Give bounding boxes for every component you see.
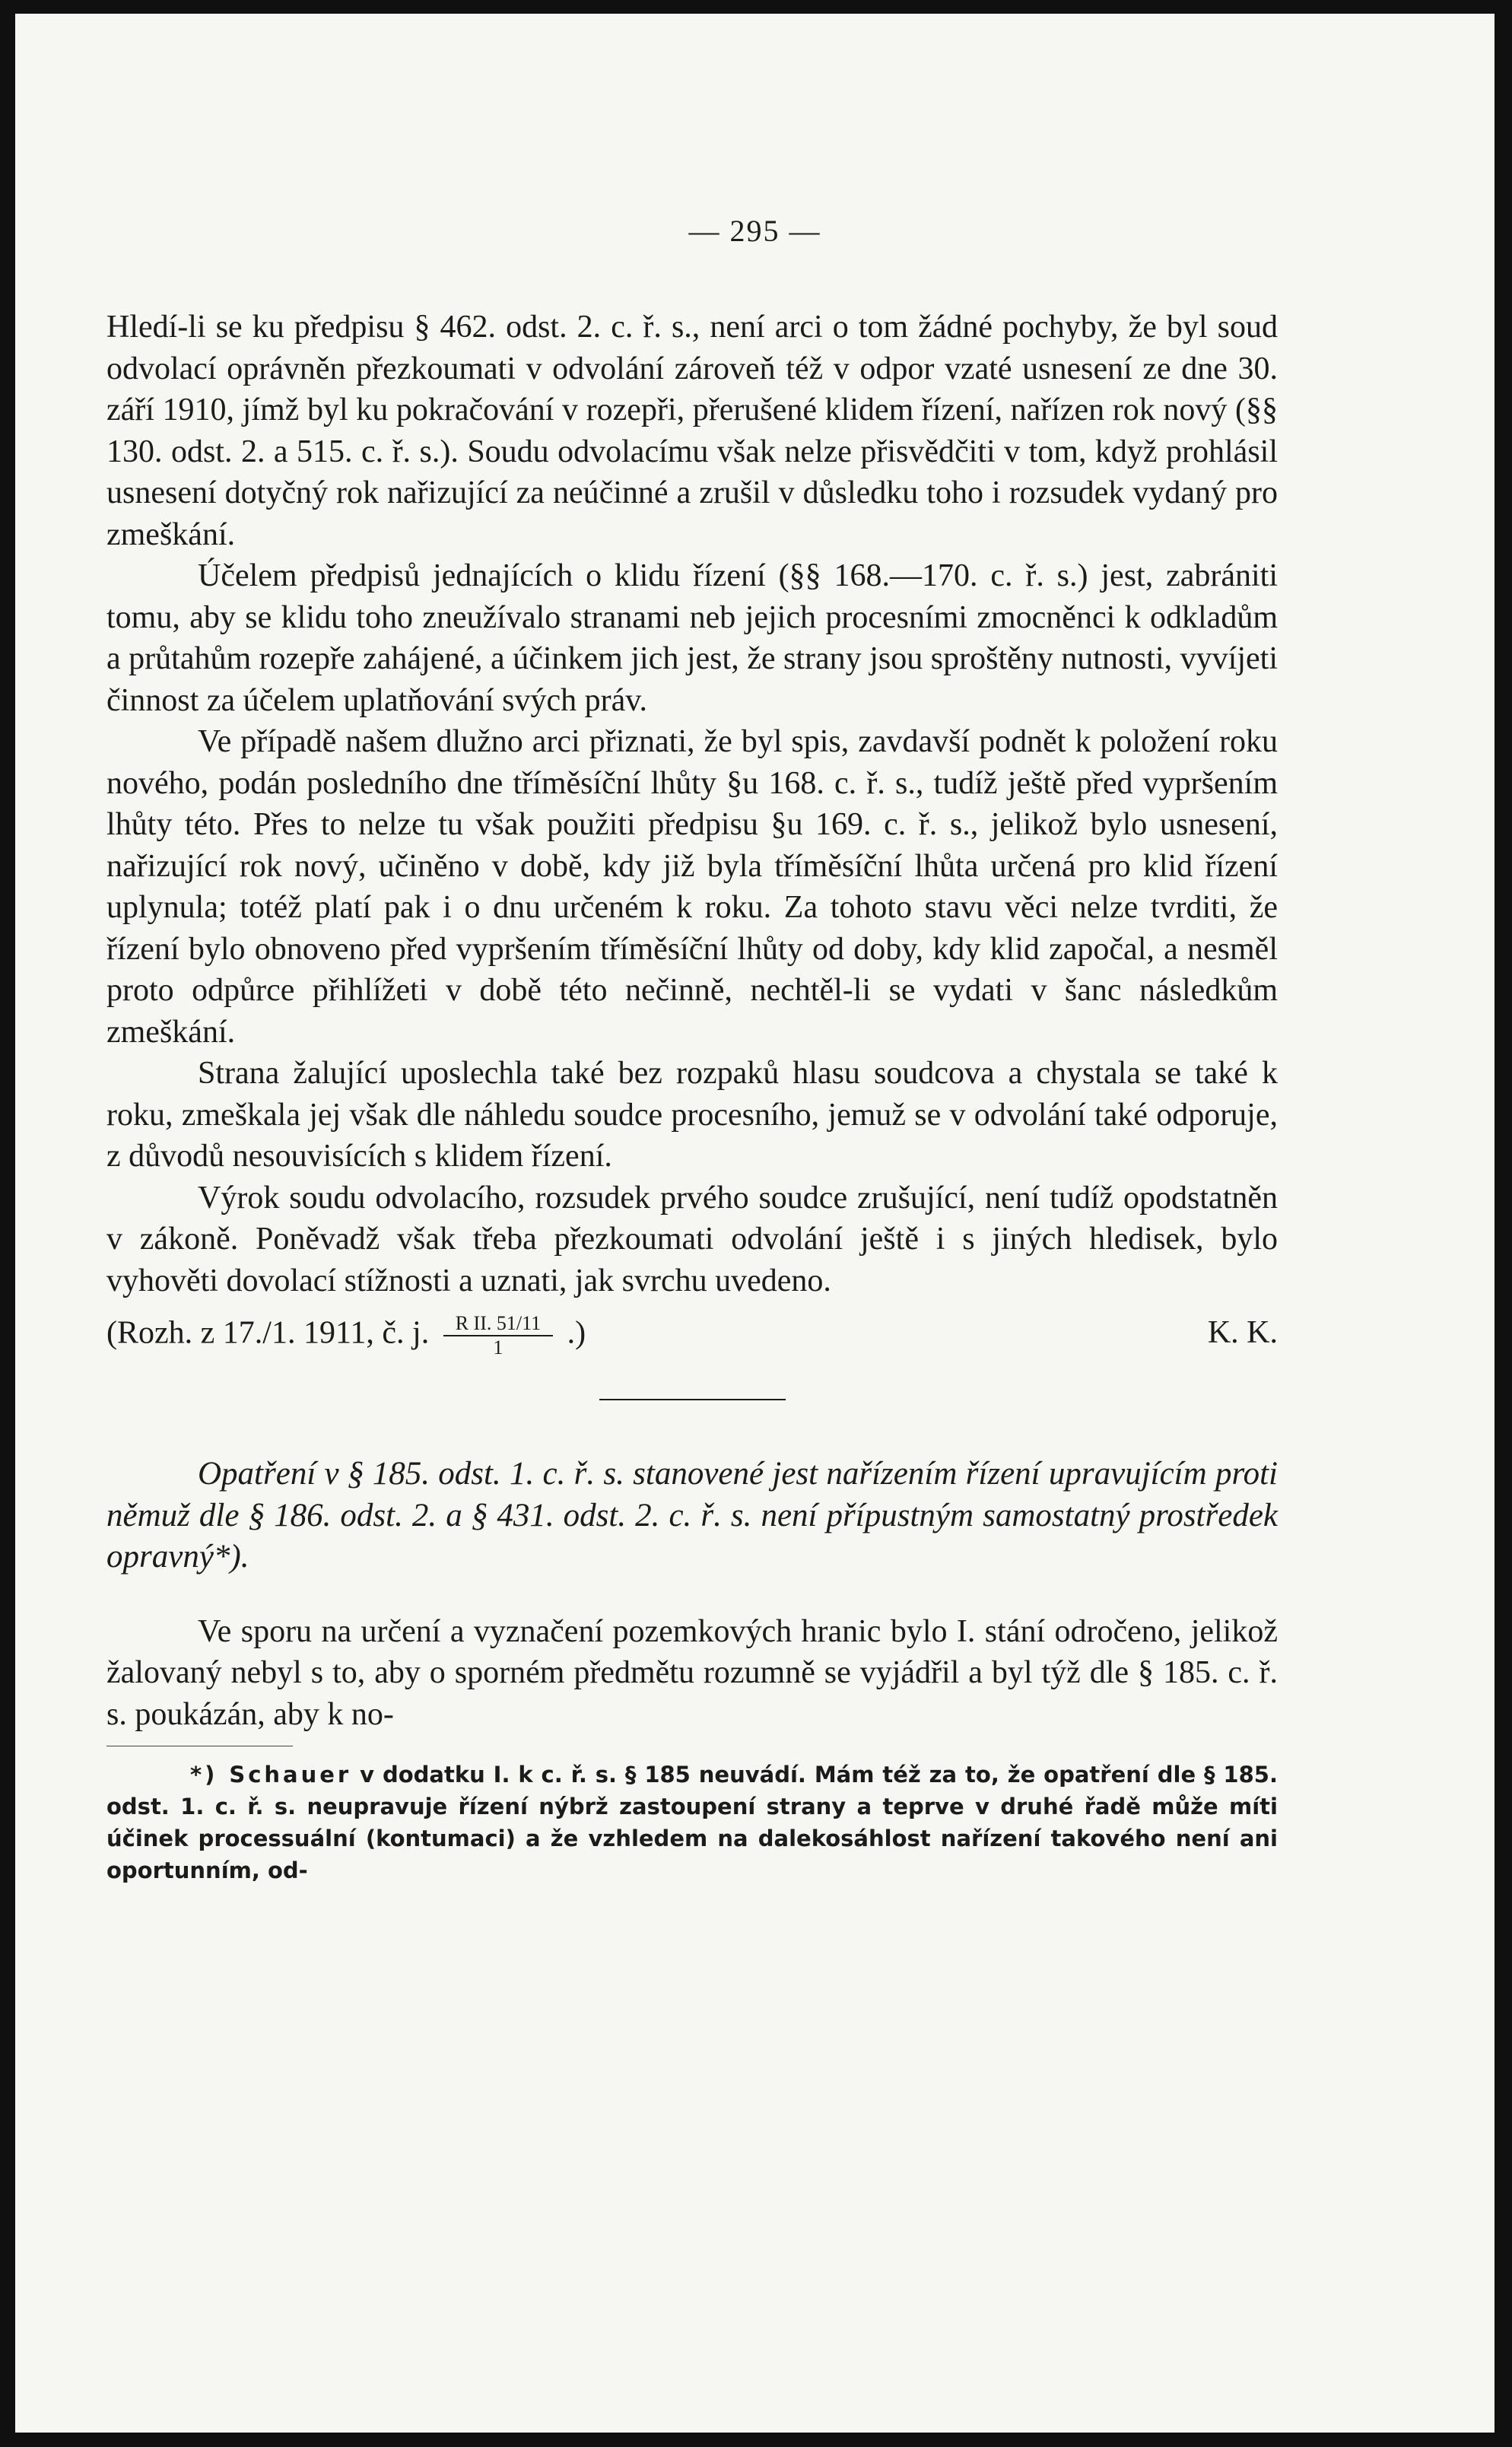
- decision-citation: [106, 1305, 1278, 1373]
- section-heading: Opatření v § 185. odst. 1. c. ř. s. stanovené jest nařízením řízení upravujícím proti němuž dle § 186. odst. 2. a § 431. odst. 2. c. ř. s. není přípustným samostatný prostředek opravný*).: [106, 1456, 1278, 1575]
- paragraph-3: Ve případě našem dlužno arci přiznati, že byl spis, zavdavší podnět k položení roku nového, podán posledního dne tříměsíční lhůty §u 168. c. ř. s., tudíž ještě před vypršením lhůty této. Přes to nelze tu však použiti předpisu §u 169. c. ř. s., jelikož bylo usnesení, nařizující rok nový, učiněno v době, kdy již byla tříměsíční lhůta určená pro klid řízení uplynula; totéž platí pak i o dnu určeném k roku. Za tohoto stavu věci nelze tvrditi, že řízení bylo obnoveno před vypršením tříměsíční lhůty od doby, kdy klid započal, a nesměl proto odpůrce přihlížeti v době této nečinně, nechtěl-li se vydati v šanc následkům zmeškání.: [106, 724, 1278, 1050]
- section-divider: [599, 1399, 786, 1400]
- citation-reference: [106, 1312, 586, 1359]
- fraction-numerator: R II. 51/11: [443, 1312, 553, 1336]
- paragraph-1: Hledí-li se ku předpisu § 462. odst. 2. c. ř. s., není arci o tom žádné pochyby, že byl soud odvolací oprávněn přezkoumati v odvolání zároveň též v odpor vzaté usnesení ze dne 30. září 1910, jímž byl ku pokračování v rozepři, přerušené klidem řízení, nařízen rok nový (§§ 130. odst. 2. a 515. c. ř. s.). Soudu odvolacímu však nelze přisvědčiti v tom, když prohlásil usnesení dotyčný rok nařizující za neúčinné a zrušil v důsledku toho i rozsudek vydaný pro zmeškání.: [106, 310, 1278, 552]
- citation-suffix: .): [567, 1315, 586, 1351]
- author-initials: K. K.: [1207, 1315, 1278, 1350]
- book-page: [15, 14, 1495, 2433]
- footnote-marker-author: *) Schauer: [190, 1762, 352, 1788]
- citation-prefix: (Rozh. z 17./1. 1911, č. j.: [106, 1315, 430, 1351]
- footnote: [106, 1759, 1278, 1886]
- paragraph-5: Výrok soudu odvolacího, rozsudek prvého soudce zrušující, není tudíž opodstatněn v zákoně. Poněvadž však třeba přezkoumati odvolání ještě i s jiných hledisek, bylo vyhověti dovolací stížnosti a uznati, jak svrchu uvedeno.: [106, 1180, 1278, 1298]
- paragraph-2: Účelem předpisů jednajících o klidu řízení (§§ 168.—170. c. ř. s.) jest, zabrániti tomu, aby se klidu toho zneužívalo stranami neb jejich procesními zmocněnci k odkladům a průtahům rozepře zahájené, a účinkem jich jest, že strany jsou sproštěny nutnosti, vyvíjeti činnost za účelem uplatňování svých práv.: [106, 558, 1278, 718]
- fraction-denominator: 1: [493, 1336, 503, 1359]
- main-text: [106, 307, 1278, 1886]
- paragraph-4: Strana žalující uposlechla také bez rozpaků hlasu soudcova a chystala se také k roku, zmeškala jej však dle náhledu soudce procesního, jemuž se v odvolání také odporuje, z důvodů nesouvisících s klidem řízení.: [106, 1056, 1278, 1174]
- paragraph-after-heading: Ve sporu na určení a vyznačení pozemkových hranic bylo I. stání odročeno, jelikož žalovaný nebyl s to, aby o sporném předmětu rozumně se vyjádřil a byl týž dle § 185. c. ř. s. poukázán, aby k no-: [106, 1613, 1278, 1732]
- citation-fraction: [443, 1312, 553, 1359]
- footnote-text: v dodatku I. k c. ř. s. § 185 neuvádí. Mám též za to, že opatření dle § 185. odst. 1. c. ř. s. neupravuje řízení nýbrž zastoupení strany a teprve v druhé řadě může míti účinek processuální (kontumaci) a že vzhledem na dalekosáhlost nařízení takového není ani oportunním, od-: [106, 1762, 1278, 1883]
- page-number: — 295 —: [688, 214, 821, 248]
